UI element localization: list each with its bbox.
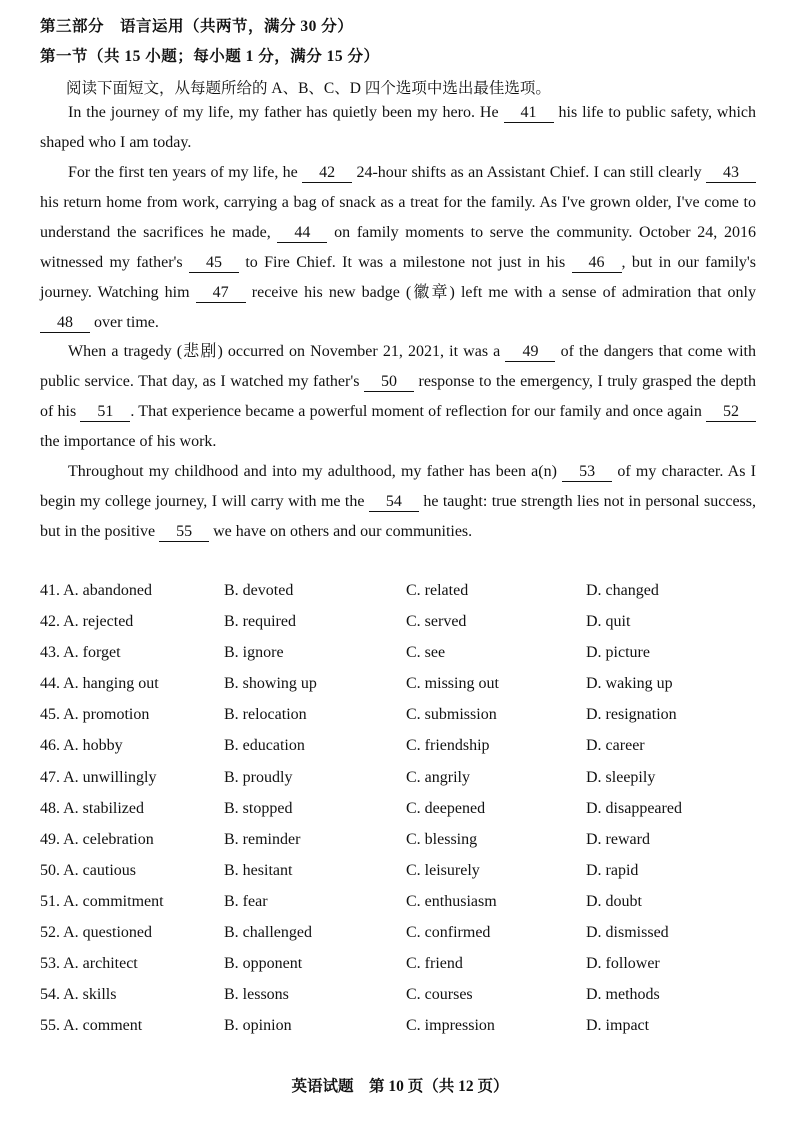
blank-42: 42: [302, 164, 352, 183]
option-d[interactable]: D. resignation: [586, 706, 677, 724]
option-b[interactable]: B. reminder: [224, 830, 301, 848]
blank-49: 49: [505, 343, 555, 362]
option-b[interactable]: B. fear: [224, 892, 268, 910]
question-number: 43.: [40, 644, 60, 662]
passage-text: the importance of his work.: [40, 433, 217, 450]
blank-45: 45: [189, 254, 239, 273]
option-d[interactable]: D. picture: [586, 644, 650, 662]
option-d[interactable]: D. sleepily: [586, 768, 656, 786]
question-row: [40, 675, 780, 706]
question-row: [40, 644, 780, 675]
option-c[interactable]: C. angrily: [406, 768, 470, 786]
option-b[interactable]: B. education: [224, 737, 305, 755]
question-number: 48.: [40, 799, 60, 817]
instructions: 阅读下面短文，从每题所给的 A、B、C、D 四个选项中选出最佳选项。: [66, 80, 551, 97]
blank-53: 53: [562, 463, 612, 482]
option-a[interactable]: A. celebration: [63, 830, 154, 848]
paragraph-4: [40, 457, 756, 547]
question-row: [40, 1017, 780, 1048]
option-a[interactable]: A. forget: [63, 644, 121, 662]
option-c[interactable]: C. friendship: [406, 737, 490, 755]
question-number: 46.: [40, 737, 60, 755]
option-d[interactable]: D. disappeared: [586, 799, 682, 817]
option-d[interactable]: D. doubt: [586, 892, 642, 910]
question-row: [40, 831, 780, 862]
option-a[interactable]: A. commitment: [63, 892, 164, 910]
question-row: [40, 924, 780, 955]
option-a[interactable]: A. comment: [63, 1017, 143, 1035]
option-b[interactable]: B. hesitant: [224, 861, 293, 879]
blank-50: 50: [364, 373, 414, 392]
option-d[interactable]: D. career: [586, 737, 645, 755]
passage-text: When a tragedy (悲剧) occurred on November 21, 2021, it was a: [68, 343, 506, 360]
option-b[interactable]: B. ignore: [224, 644, 284, 662]
option-c[interactable]: C. leisurely: [406, 861, 480, 879]
passage-text: For the first ten years of my life, he: [68, 164, 303, 181]
question-number: 45.: [40, 706, 60, 724]
option-a[interactable]: A. cautious: [63, 861, 136, 879]
question-row: [40, 862, 780, 893]
passage-text: to Fire Chief. It was a milestone not just in his: [239, 254, 572, 271]
blank-44: 44: [277, 224, 327, 243]
option-b[interactable]: B. required: [224, 613, 296, 631]
option-c[interactable]: C. missing out: [406, 675, 499, 693]
question-row: [40, 893, 780, 924]
option-b[interactable]: B. relocation: [224, 706, 307, 724]
passage-text: . That experience became a powerful moment of reflection for our family and once again: [130, 403, 707, 420]
option-d[interactable]: D. quit: [586, 613, 631, 631]
paragraph-3: [40, 337, 756, 457]
question-number: 47.: [40, 768, 60, 786]
question-number: 44.: [40, 675, 60, 693]
option-a[interactable]: A. stabilized: [63, 799, 144, 817]
blank-51: 51: [80, 403, 130, 422]
passage-text: receive his new badge (徽章) left me with a sense of admiration that only: [245, 284, 756, 301]
option-b[interactable]: B. opponent: [224, 955, 303, 973]
option-a[interactable]: A. architect: [63, 955, 138, 973]
section-heading: 第一节（共 15 小题；每小题 1 分，满分 15 分）: [40, 48, 380, 65]
passage-text: we have on others and our communities.: [209, 523, 473, 540]
option-c[interactable]: C. friend: [406, 955, 463, 973]
option-a[interactable]: A. abandoned: [63, 582, 152, 599]
option-c[interactable]: C. related: [406, 582, 469, 599]
question-number: 41.: [40, 582, 60, 599]
blank-46: 46: [572, 254, 622, 273]
blank-55: 55: [159, 523, 209, 542]
blank-52: 52: [706, 403, 756, 422]
question-number: 42.: [40, 613, 60, 631]
passage-text: , but in our family's journey. Watching him: [40, 254, 756, 301]
blank-54: 54: [369, 493, 419, 512]
question-row: [40, 769, 780, 800]
option-c[interactable]: C. see: [406, 644, 446, 662]
passage-text: he taught: true strength lies not in personal success, but in the positive: [40, 493, 756, 540]
option-c[interactable]: C. confirmed: [406, 924, 491, 942]
option-b[interactable]: B. opinion: [224, 1017, 292, 1035]
question-row: [40, 706, 780, 737]
option-d[interactable]: D. dismissed: [586, 924, 669, 942]
paragraph-2: [40, 158, 756, 338]
option-d[interactable]: D. impact: [586, 1017, 650, 1035]
passage-text: his return home from work, carrying a bag of snack as a treat for the family. As I've grown older, I've come to understand the sacrifices he made,: [40, 194, 756, 241]
option-a[interactable]: A. skills: [63, 986, 117, 1004]
option-c[interactable]: C. submission: [406, 706, 497, 724]
option-c[interactable]: C. courses: [406, 986, 473, 1004]
question-row: [40, 955, 780, 986]
option-d[interactable]: D. waking up: [586, 675, 673, 693]
option-a[interactable]: A. promotion: [63, 706, 150, 724]
blank-43: 43: [706, 164, 756, 183]
page-footer: 英语试题 第 10 页（共 12 页）: [291, 1078, 509, 1095]
option-a[interactable]: A. hanging out: [63, 675, 159, 693]
question-number: 49.: [40, 830, 60, 848]
question-number: 53.: [40, 955, 60, 973]
option-b[interactable]: B. showing up: [224, 675, 317, 693]
question-row: [40, 800, 780, 831]
option-b[interactable]: B. lessons: [224, 986, 289, 1004]
blank-47: 47: [196, 284, 246, 303]
option-a[interactable]: A. unwillingly: [63, 768, 157, 786]
option-a[interactable]: A. questioned: [63, 924, 152, 942]
option-b[interactable]: B. stopped: [224, 799, 293, 817]
option-c[interactable]: C. blessing: [406, 830, 478, 848]
option-c[interactable]: C. impression: [406, 1017, 495, 1035]
passage-text: of my character. As I begin my college journey, I will carry with me the: [40, 463, 757, 510]
question-row: [40, 737, 780, 768]
question-number: 54.: [40, 986, 60, 1004]
passage-text: of the dangers that come with public service. That day, as I watched my father's: [40, 343, 757, 390]
passage-text: response to the emergency, I truly grasped the depth of his: [40, 373, 756, 420]
question-number: 51.: [40, 892, 60, 910]
option-a[interactable]: A. hobby: [63, 737, 123, 755]
option-d[interactable]: D. methods: [586, 986, 660, 1004]
option-c[interactable]: C. deepened: [406, 799, 486, 817]
option-b[interactable]: B. devoted: [224, 582, 294, 599]
option-b[interactable]: B. proudly: [224, 768, 293, 786]
question-row: [40, 582, 780, 613]
part-heading: 第三部分 语言运用（共两节，满分 30 分）: [40, 18, 354, 35]
paragraph-1: [40, 98, 756, 158]
passage-text: 24-hour shifts as an Assistant Chief. I can still clearly: [352, 164, 707, 181]
option-d[interactable]: D. rapid: [586, 861, 639, 879]
blank-41: 41: [504, 104, 554, 123]
option-b[interactable]: B. challenged: [224, 924, 312, 942]
option-a[interactable]: A. rejected: [63, 613, 134, 631]
option-c[interactable]: C. enthusiasm: [406, 892, 497, 910]
question-number: 55.: [40, 1017, 60, 1035]
passage-text: Throughout my childhood and into my adulthood, my father has been a(n): [68, 463, 563, 480]
question-number: 50.: [40, 861, 60, 879]
options-table: [40, 582, 780, 1048]
passage-text: on family moments to serve the community. October 24, 2016 witnessed my father's: [40, 224, 756, 271]
option-d[interactable]: D. reward: [586, 830, 650, 848]
passage-text: over time.: [90, 314, 159, 331]
blank-48: 48: [40, 314, 90, 333]
option-d[interactable]: D. follower: [586, 955, 660, 973]
passage-text: his life to public safety, which shaped who I am today.: [40, 104, 757, 151]
question-number: 52.: [40, 924, 60, 942]
question-row: [40, 613, 780, 644]
option-c[interactable]: C. served: [406, 613, 467, 631]
passage-text: In the journey of my life, my father has quietly been my hero. He: [68, 104, 504, 121]
question-row: [40, 986, 780, 1017]
option-d[interactable]: D. changed: [586, 582, 659, 599]
